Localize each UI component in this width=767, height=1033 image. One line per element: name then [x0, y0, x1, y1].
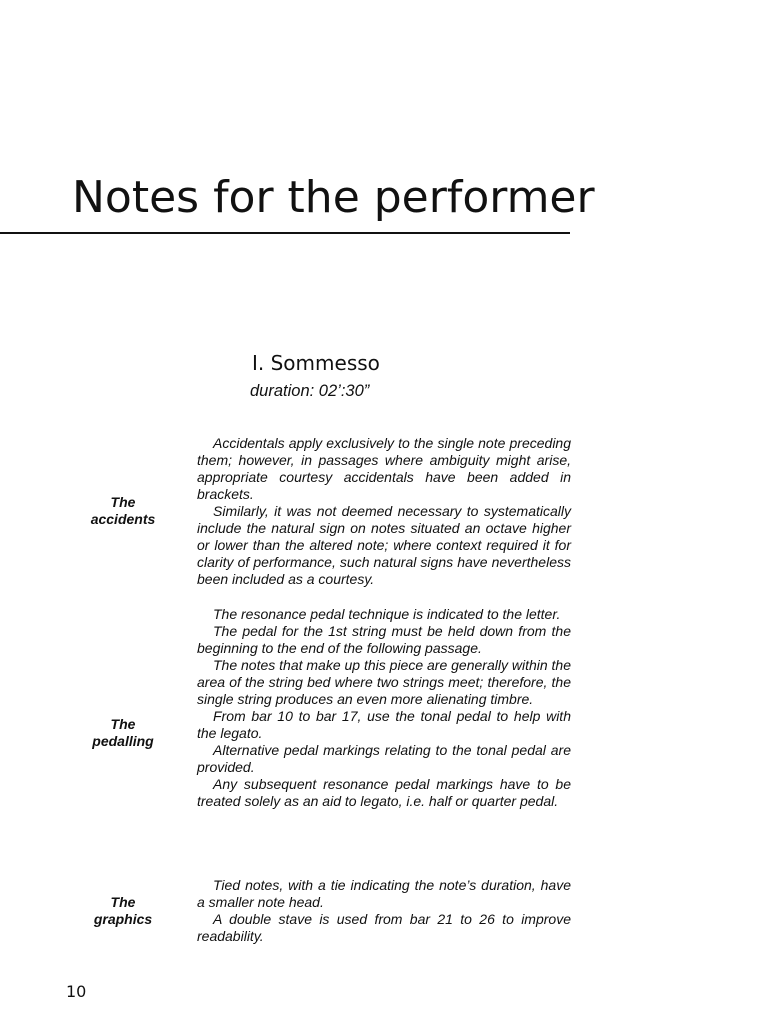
- graphics-label-line2: graphics: [93, 911, 153, 927]
- section-duration: duration: 02’:30”: [250, 382, 370, 400]
- accidents-label-line2: accidents: [90, 511, 156, 527]
- graphics-paragraph: A double stave is used from bar 21 to 26 to improve readability.: [197, 911, 571, 944]
- pedalling-label-line2: pedalling: [92, 733, 154, 749]
- pedalling-label-line1: The: [110, 716, 136, 732]
- pedalling-paragraph: From bar 10 to bar 17, use the tonal pedal to help with the legato.: [197, 708, 571, 741]
- pedalling-paragraph: Any subsequent resonance pedal markings have to be treated solely as an aid to legato, i.e. half or quarter pedal.: [197, 776, 571, 809]
- accidents-text: [197, 435, 571, 588]
- accidents-paragraph: Similarly, it was not deemed necessary to systematically include the natural sign on notes situated an octave higher or lower than the altered note; where context required it for clarity of performance, such natural signs have nevertheless been included as a courtesy.: [197, 503, 571, 587]
- section-title: I. Sommesso: [252, 351, 380, 375]
- pedalling-paragraph: The pedal for the 1st string must be held down from the beginning to the end of the following passage.: [197, 623, 571, 656]
- title-rule: [0, 232, 570, 234]
- graphics-paragraph: Tied notes, with a tie indicating the note’s duration, have a smaller note head.: [197, 877, 571, 910]
- accidents-label-line1: The: [110, 494, 136, 510]
- pedalling-paragraph: The notes that make up this piece are generally within the area of the string bed where two strings meet; therefore, the single string produces an even more alienating timbre.: [197, 657, 571, 707]
- accidents-paragraph: Accidentals apply exclusively to the single note preceding them; however, in passages where ambiguity might arise, appropriate courtesy accidentals have been added in brackets.: [197, 435, 571, 502]
- graphics-text: [197, 877, 571, 945]
- page-number: 10: [66, 982, 87, 1001]
- pedalling-text: [197, 606, 571, 810]
- graphics-label-line1: The: [110, 894, 136, 910]
- accidents-label: [60, 494, 186, 528]
- page-title: Notes for the performer: [72, 172, 595, 223]
- graphics-label: [60, 894, 186, 928]
- pedalling-paragraph: The resonance pedal technique is indicated to the letter.: [213, 606, 561, 622]
- pedalling-paragraph: Alternative pedal markings relating to the tonal pedal are provided.: [197, 742, 571, 775]
- pedalling-label: [60, 716, 186, 750]
